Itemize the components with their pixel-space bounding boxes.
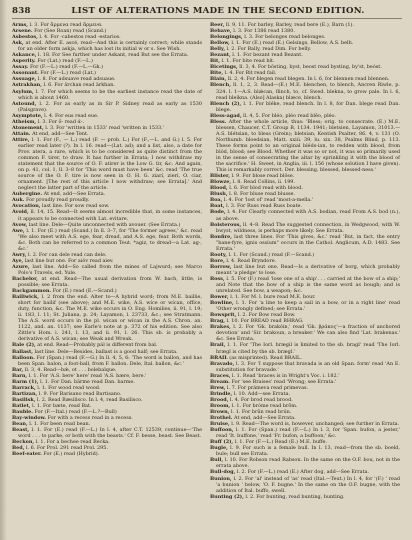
entry-headword: BRAIL bbox=[210, 354, 228, 361]
entry-headword: Blister, bbox=[210, 173, 230, 180]
entry-headword: Behave, bbox=[210, 28, 232, 35]
entry-text: For (Lat.) read (F.—L.) bbox=[37, 58, 93, 65]
entry-text: last line. Add—So called from the mines of Lajwurd; see Marco Polo's Travels, ed. Yule. bbox=[18, 263, 202, 276]
entry-headword: Bruise, bbox=[210, 421, 230, 428]
entry-text: l. 4. For brod read brood. bbox=[229, 396, 293, 403]
entry-text: ll. 3, 4. For bösting, byst, beost read bysting, by'st, beóst. bbox=[239, 64, 382, 71]
entry-text: ll. 4–8. Read The suggested connection, in Wedgwood, with W. bwyst, wildness, is perhaps more likely. See Errata. bbox=[216, 221, 400, 234]
entry-headword: Bonfire, bbox=[210, 233, 232, 240]
entry-headword: Attain. bbox=[12, 130, 31, 137]
entry-text: l. 6. For ärchan read ärkhan. bbox=[43, 82, 115, 89]
entry-headword: Basilisk, bbox=[12, 396, 36, 403]
entry-text: l. 1. Read 'braces is in Wright's Voc. i. 182.' bbox=[232, 372, 340, 379]
entry-text: ll. 4, 5. For bléo, pléo read blêo, pléo. bbox=[243, 112, 336, 119]
entry bbox=[210, 209, 400, 221]
entry-text: l. 2. For as early as in Sir P. Sidney read as early as 1530 (Palsgrave). bbox=[18, 100, 202, 113]
entry-text: l. 1. For bæte, read Bat. bbox=[32, 402, 92, 409]
entry-headword: Blench (2), bbox=[210, 100, 242, 107]
entry-headword: Assay. bbox=[12, 64, 29, 71]
entry-text: l. 5. For (F.) read 'lose one of a ship'. . . carried at the bow of a ship;' and Note that the bow of a ship is the same word as bough; and is unrelated. See bow, a weapon; &c. bbox=[216, 275, 400, 295]
entry-text: l. 1. For bezant read Bezant. bbox=[232, 52, 303, 59]
entry-headword: Broom, bbox=[210, 402, 231, 409]
entry-headword: Bean, bbox=[12, 421, 28, 428]
entry-headword: Barn, bbox=[12, 372, 28, 379]
entry-text: l. 1. For (E.) read (F.—L.) In l. 4, after C.T. 12539, continue—'The word . . . to parke, or both with the beasts.' Cf. F. besse, beast. See Beast. bbox=[18, 427, 202, 440]
entry-headword: Asbestos, bbox=[12, 34, 38, 41]
entry-text: l. 1. For 'The Iorl. hrægil is limited to the sb. bragl' read 'The Iorl. hrægl is cited by the sb. brægl.' bbox=[216, 342, 400, 355]
entry-text: l. 9. Read—The word is, however, unchanged; see further in Errata. bbox=[231, 421, 400, 428]
entry-text: l. 2. For Bally, read Dim. For belly. bbox=[226, 46, 312, 53]
entry bbox=[210, 234, 400, 252]
entry bbox=[12, 427, 202, 439]
entry-headword: Blush, bbox=[210, 191, 228, 198]
entry bbox=[210, 457, 400, 469]
entry bbox=[210, 276, 400, 294]
entry-text: ll. 14, 15. Read—It seems almost incredible that, in some instances, it appears to be connected with Lat. evitare. bbox=[18, 209, 202, 222]
entry-text: l. 7. For prámeva read primevas. bbox=[226, 384, 309, 391]
entry bbox=[12, 264, 202, 276]
entry-text: l. 1. For Dan. bärme read Dan. barme. bbox=[40, 378, 135, 385]
entry bbox=[210, 476, 400, 494]
entry-headword: Atheism, bbox=[12, 118, 37, 125]
entry-text: For (F.—Ital.) read (F.—L.?—Bull) bbox=[34, 409, 117, 415]
entry-text: at end. Read—The usual derivation from W. bach, little, is possible; see Errata. bbox=[18, 275, 202, 289]
entry-text: last line but one. Read—Is a derivative of borg, which probably meant 'a pledge' to lose. bbox=[216, 263, 401, 276]
entry-headword: Bravado, bbox=[210, 360, 235, 367]
entry bbox=[210, 222, 400, 234]
entry-text: l. 2. For (F.—L.) read (E.) After dog, add—See Errata. bbox=[236, 469, 369, 476]
left-column bbox=[12, 22, 202, 500]
entry-headword: Bunion, bbox=[210, 475, 232, 482]
entry-text: l. 3. For 'I suppose that bravada is an old Span. form' read 'An E. substitution for bravade.' bbox=[216, 360, 400, 373]
entry-text: l. 2. For can dele read can dele. bbox=[28, 251, 107, 258]
entry-headword: Bunting (2), bbox=[210, 493, 244, 500]
entry-headword: Atonement, bbox=[12, 124, 44, 131]
entry-headword: Ballast, bbox=[12, 348, 33, 355]
right-column bbox=[210, 22, 400, 500]
entry bbox=[12, 209, 202, 221]
entry-headword: Brew, bbox=[210, 384, 226, 391]
entry-headword: Assuage, bbox=[12, 76, 37, 83]
page-title: LIST OF ALTERATIONS MADE IN THE SECOND EDITION. bbox=[71, 6, 365, 16]
entry-headword: Brothel. bbox=[210, 415, 233, 422]
entry-text: l. 1. For wood read wood. bbox=[37, 384, 101, 391]
entry-headword: Azure, bbox=[12, 263, 30, 270]
entry-headword: Bower, bbox=[210, 294, 229, 301]
entry-text: l. 4. Read Bryndore. bbox=[226, 257, 277, 264]
entry-text: For (F.—L.) read (F.—L.—Gk.) bbox=[30, 64, 104, 71]
entry-headword: Brindle, bbox=[210, 390, 233, 397]
entry bbox=[12, 228, 202, 252]
entry-headword: Bay-window. bbox=[12, 415, 46, 422]
entry-text: l. 3. For ő- read ά-. bbox=[37, 118, 85, 125]
entry-headword: Brakes, bbox=[210, 324, 231, 331]
entry-text: For (See Roan) read (Scand.) bbox=[34, 28, 107, 35]
entry-text: l. 10. For BREAD read BHRAG. bbox=[226, 318, 304, 325]
entry-text: last line. Dele—Quite unconnected with avouer. (See Errata.) bbox=[28, 221, 181, 228]
entry bbox=[210, 101, 400, 113]
entry-text: l. 1. For a bechee read Becka. bbox=[35, 439, 110, 446]
entry bbox=[210, 494, 400, 500]
entry bbox=[210, 119, 400, 173]
entry-headword: Bite, bbox=[210, 70, 224, 77]
entry-text: l. 8. For adsuave read adsuaue. bbox=[37, 76, 116, 83]
entry-text: l. 6. For Prol. 291 read Prol. 295. bbox=[25, 445, 108, 452]
page-number: 838 bbox=[12, 6, 31, 16]
entry-text: l. 9. For such is a female bull. In l. 13, read—from the sb. boeld, bule; bull see Errata. bbox=[216, 445, 400, 458]
entry-headword: Beast, bbox=[12, 427, 30, 434]
entry-headword: Astound, bbox=[12, 100, 37, 107]
entry-headword: Boa, bbox=[210, 197, 223, 204]
entry bbox=[12, 101, 202, 113]
entry bbox=[12, 137, 202, 191]
entry-headword: Belongings, bbox=[210, 34, 243, 41]
entry-text: l. 1. For (E.) read (E.) Gelsings, Bellow, A.S. belh. bbox=[231, 40, 354, 47]
entry-text: l. 4. For 'lost of' read 'most-a-mella.' bbox=[223, 197, 314, 204]
entry-text: ll. 1, 2, 3. Read—(E.) M.E. blenchen, to blench, Ancren Riwle, p. 324. l. 1—A.S. blǽcan, flinch, to, cf. Swed. blekna, to grow pale. In l. 6, read bleikna. (Also] Alaska) blæce, blench. bbox=[216, 82, 400, 101]
entry bbox=[210, 342, 400, 354]
entry-headword: Bowline, bbox=[210, 300, 234, 307]
entry-text: l. 2. For Bow read Bow. bbox=[237, 312, 296, 319]
entry-headword: Bugle, bbox=[210, 445, 228, 452]
entry bbox=[210, 427, 400, 439]
entry-headword: Beer, bbox=[210, 22, 225, 28]
entry-text: ll. 2, 4. For blegen read blegen. In l. 6, for blennen read blennen. bbox=[227, 76, 390, 83]
entry bbox=[210, 300, 400, 312]
entry-headword: Bless-agad, bbox=[210, 112, 242, 119]
entry-text: last three lines. For 'This gives, &c.' read 'But, in fact, the entry "bane-fyre, ignis ossium" occurs in the Cathol. Anglicum, A.D. 1483. See Errata.' bbox=[216, 233, 400, 252]
entry-headword: Bream. bbox=[210, 378, 230, 385]
entry-text: l. 2. For bunting, read bunting, bunting. bbox=[245, 493, 345, 500]
entry-text: l. 3. For belonges read belonges. bbox=[244, 34, 326, 41]
entry-text: l. 4. For Bit read fail. bbox=[224, 70, 277, 77]
entry-headword: Bull-dog, bbox=[210, 469, 236, 476]
entry-text: For (Span.) read (F.—G.) In ll. 4, 5, 6: 'The word is ballon, and has been Span. balon, a foot-ball, from F. ballon. Dele, Ital. ballon, &c.' bbox=[18, 354, 202, 367]
entry-headword: Blench, bbox=[210, 82, 231, 89]
entry-text: l. 7. For which seems to be the earliest instance read the date of which is about 1460. bbox=[18, 88, 202, 101]
entry-headword: Attire, bbox=[12, 136, 30, 143]
entry-headword: Buff (2), bbox=[210, 439, 234, 446]
entry-text: l. 2. For 'Gk. brakóin,' read 'Gk. βράκος'—a fraction of anchored devotion' and 'Sir. brakoun, a breaker.' We can also find 'Lat. brakenas.' &c. See Errata. bbox=[216, 324, 400, 343]
entry-text: l. 6. For blod read with blood. bbox=[229, 185, 303, 192]
entry-headword: Askance, bbox=[12, 52, 37, 59]
entry-text: l. 4. For eus read eue. bbox=[44, 112, 99, 119]
entry-text: l. 3. For ἅρμενα read ἅρμενα. bbox=[29, 22, 103, 28]
entry-text: At end, add—See Errata. bbox=[43, 191, 106, 198]
entry-headword: Avocation, bbox=[12, 203, 41, 210]
entry-text: For (E.) read (E.—Scand.) bbox=[52, 288, 117, 295]
entry-text: l. 9. For blose read blöse. bbox=[231, 173, 295, 180]
entry-text: At end, add—See Tent. bbox=[32, 130, 89, 137]
entry-headword: Beckon, bbox=[12, 439, 35, 446]
entry-text: l. 1. For M. l. bure read M.E. bour. bbox=[230, 294, 316, 301]
entry-headword: Bachelor, bbox=[12, 275, 38, 282]
entry-headword: Boisterous, bbox=[210, 221, 242, 228]
entry-text: l. 3. For 1386 read 1380. bbox=[233, 28, 295, 35]
entry-text: l. 2. Read Bæsilisco. In l. 4, read Basilisco. bbox=[37, 396, 143, 403]
entry-headword: Auk. bbox=[12, 197, 25, 204]
entry-headword: Awry, bbox=[12, 251, 27, 258]
entry-headword: Batlet, bbox=[12, 402, 31, 409]
entry-headword: Blowze, bbox=[210, 179, 232, 186]
entry-headword: Beef-eater. bbox=[12, 451, 42, 458]
entry-headword: Avoid, bbox=[12, 209, 29, 216]
entry-text: l. 10. Add—see Errata. bbox=[233, 390, 290, 397]
entry-headword: Bartizan, bbox=[12, 390, 38, 397]
entry-headword: Brail, bbox=[210, 342, 226, 349]
entry-text: For 'see Braises' read 'Wrong; see Errata.' bbox=[231, 378, 337, 385]
entry-text: At end, add—See Errata. bbox=[234, 415, 296, 422]
entry-headword: Balloon. bbox=[12, 354, 35, 361]
entry-headword: Bed, bbox=[12, 445, 25, 452]
entry-text: l. 4. For Clearly connected with A.S. bodian, read From A.S. bod (n.), as above. bbox=[216, 209, 400, 222]
entry-headword: Blood, bbox=[210, 185, 228, 192]
entry-headword: Ask, bbox=[12, 40, 24, 47]
entry-text: at end. After E. ascé, read—And this is certainly correct; while stands for an older form askja, which has lost its initial w or s. See Wish. bbox=[18, 40, 202, 53]
entry bbox=[210, 324, 400, 342]
entry-headword: Bull, bbox=[210, 457, 224, 464]
entry-headword: Arms, bbox=[12, 22, 29, 28]
entry bbox=[12, 276, 202, 288]
entry-headword: Arsene. bbox=[12, 28, 33, 35]
entry-text: l. 1. For 'a line to keep a sail in a bow, or in a right line' read 'Other wrongly defined; see Errata.' bbox=[216, 300, 400, 313]
entry-text: l. 3. For Russ read Russ boate. bbox=[226, 203, 303, 210]
entry-text: last line. For sow read sow. bbox=[42, 203, 110, 210]
entry-text: l. 1. For 'A.S. bere' here' read 'A.S. bære, bere.' bbox=[28, 372, 147, 379]
entry-text: (as misprinted). Read BRAIL. bbox=[229, 354, 302, 361]
entry-text: l. 1. For (E.) read (Scand.) In ll. 3–7, for 'The former agrees,' &c. read 'We also meet with A.S. ege, fear, dread, and A.S. ege, fear. Both words, &c. Both can be referred to a common Teut. *agiz, to dread—a Lat. ag-, &c.' bbox=[18, 227, 202, 252]
entry-headword: Bale (2), bbox=[12, 342, 36, 349]
entry-headword: Boat, bbox=[210, 203, 225, 210]
entry-headword: Booty, bbox=[210, 251, 227, 258]
entry-headword: Avow, bbox=[12, 221, 28, 228]
entry-text: l. 18. For See further under Askant, read But see the Errata. bbox=[38, 52, 189, 59]
entry-text: at end. Read—Probably pál is different from bal. bbox=[37, 342, 158, 349]
entry-text: l. 1. For been read bean. bbox=[29, 421, 91, 428]
entry-headword: Backgammon. bbox=[12, 288, 52, 295]
entry-headword: Belly, bbox=[210, 46, 226, 53]
entry-text: l. 9. For Barisano read Bartisano. bbox=[38, 390, 122, 397]
entry-headword: Bowsprit, bbox=[210, 312, 237, 319]
entry-text: l. 2. For 'al' instead of 'as' read (Ital.—Teut.) In l. 4, for '(F.) ' read 'a bunion ' below, 'O. F. bugne.' In the same on the O.F. bugne, with the addition of Ital. buffo, swell. bbox=[216, 475, 400, 494]
entry bbox=[210, 445, 400, 457]
running-header bbox=[12, 6, 402, 19]
entry bbox=[12, 89, 202, 101]
entry-text: For with a recess read in a recess. bbox=[47, 415, 133, 422]
entry-headword: Bauble. bbox=[12, 409, 33, 415]
entry-text: For proudly read proudly. bbox=[26, 197, 90, 204]
entry-headword: Blain, bbox=[210, 76, 227, 83]
entry bbox=[210, 361, 400, 373]
entry-text: After the whole article, thus: 'Bless; orig. to consecrate. (E.) M.E. blessen, Chaucer, C.T. Group B, 1134. 1941; bletsien, Layamon, 31013.—A.S. blétsian, to bless (Grein); bletsian, Kentish Psalter, 86. 4, v. 131 (O. Northumb. bloedsian, Matt. xxiii. 39, lu. xix. 38, Psalms Blind, p. 113. These forms point to an original bléds-ian, to redden with blood, from blód, blood; see Blood. Whether it was so or not, it was so primarily used in the sense of consecrating the altar by sprinkling it with the blood of the sacrifice.' H. Sweet, in Anglia, iii. l. 156 (whose solution I have given). This is remarkably correct. Der. blessing, blessed, blessed-ness.' bbox=[216, 118, 400, 174]
entry-headword: Asymptote, bbox=[12, 112, 43, 119]
entry-headword: Bellow, bbox=[210, 40, 230, 47]
entry-headword: Aubergine. bbox=[12, 191, 43, 198]
entry-text: l. 1. For (F., — L.) read (F. — prob. L.) For (F.,—L. and G.) l. 5. For earlier read later (?). In l. 16. read—(Lat. ad); and a list, also, a date for Prov. atera, a rare, which is to be considered as quite distinct from the common F. tirer, to draw. It has further in Errata; I now withdraw my statement that the source of O. F. atirer is the Low G. tir, &c. And again, on p. 41, col. 1, ll. 3–8 for 'This word must have been' &c. read 'The true source of the O. F. tire is now seen in O. H. G. ziarí, zierí, O. ciar, ornament. [The rest of this article I now withdraw; see Errata].' And neglect the latter part of the article. bbox=[18, 136, 202, 192]
entry-headword: Borrow, bbox=[210, 263, 232, 270]
entry-headword: Bezant, bbox=[210, 52, 231, 59]
entry bbox=[12, 355, 202, 367]
entry-text: l. 1. For brūn read brún. bbox=[231, 409, 292, 415]
entry-text: l. 2 from the end. Alter to—A hybrid word; from M.E. baillie, short for bailif (see above); and M.E. wike, A.S. wíce or wícan, office, duty, function, &c. The M.E. wike occurs in O. Eng. Homilies, ii. 91, l. 19; ii. 183, l. 11; St. Juliana, p. 24; Layamon, l. 23733, &c.; see Stratmann. The A.S. word occurs in the pl. wican or wícan in the A.S. Chron. an. 1122, and. an. 1137; see Earle's note at p. 372 of his edition. See also Zittle's Hom. i. 241, l. 13, and ii. 91, l. 26. This sb. is probably a derivative of A.S. wican; see Weak and Wreak. bbox=[18, 294, 202, 343]
entry-text: l. 1. For (Span.) read (F.—L.) In l. 3, for 'Span. bufon, a jester,' read 'It. buffone,' read 'Fr. bufon, a buffoon,' &c. bbox=[216, 427, 400, 440]
entry-headword: Bode, bbox=[210, 209, 226, 216]
entry-headword: Buffoon, bbox=[210, 427, 234, 434]
entry-text: l. 8. For bluse read blusse. bbox=[229, 191, 295, 198]
entry-headword: Bless. bbox=[210, 118, 227, 125]
entry-headword: Brown, bbox=[210, 409, 230, 415]
entry-text: For (F.—L.) read (Lat.) bbox=[40, 70, 96, 77]
entry-text: ll. 9, 11. For barley, Barley, read bere (E.), Barn (1). bbox=[225, 22, 354, 28]
entry-text: l. 10. For Robson read Rabson. In the same on the O.F. bou, not in the errata above. bbox=[216, 457, 400, 470]
entry-headword: Barm (1), bbox=[12, 378, 39, 385]
entry-text: For (E.) read (Hybrid). bbox=[43, 451, 100, 458]
entry-text: l. 3. For 'written in 1533' read 'written in 1533.' bbox=[45, 124, 165, 131]
entry-headword: Boss, bbox=[210, 275, 225, 282]
entry-text: l. 1. For bite read bit. bbox=[221, 58, 275, 65]
entry-headword: Bit, bbox=[210, 58, 220, 65]
entry-text: l. 1. For (F.—L.) Read (E.) M.E. buffe. bbox=[234, 439, 327, 446]
two-column-body bbox=[12, 22, 402, 500]
entry-headword: Barrack, bbox=[12, 384, 36, 391]
entry bbox=[12, 451, 202, 457]
entry-headword: Asylum, bbox=[12, 88, 34, 95]
entry-text: l. 1. For bléke, read blench. In l. 8, for Dan. blege read Dan. blege. bbox=[216, 100, 400, 113]
entry bbox=[210, 82, 400, 100]
entry-text: ll. 3, 4. Read—bǽ, ot . . . bolebalque. bbox=[24, 366, 117, 373]
entry-text: l. 4. For -cabestos read -estarios. bbox=[39, 34, 121, 41]
entry-text: l. 1. For (Scand.) read (F.—Scand.) bbox=[228, 251, 315, 258]
entry-text: last line but one. For aiöv read aiev. bbox=[24, 257, 114, 264]
entry-headword: Bicetings, bbox=[210, 64, 238, 71]
entry-headword: Aye, bbox=[12, 257, 24, 264]
entry-headword: Awe, bbox=[12, 227, 25, 234]
entry bbox=[12, 40, 202, 52]
entry bbox=[12, 294, 202, 342]
entry bbox=[210, 264, 400, 276]
page-gutter-shadow bbox=[0, 0, 7, 540]
entry-headword: Brag, bbox=[210, 318, 226, 325]
entry-text: last line. Dele—Besides, ballast is a good half; see Errata. bbox=[34, 348, 178, 355]
entry-headword: Bore, bbox=[210, 257, 225, 264]
entry-headword: Braces, bbox=[210, 372, 231, 379]
entry-headword: Astrakhan, bbox=[12, 82, 42, 89]
entry-headword: Assonant. bbox=[12, 70, 39, 77]
entry-headword: Bar, bbox=[12, 366, 24, 373]
entry-headword: Brood, bbox=[210, 396, 229, 403]
entry-headword: Bailiwick, bbox=[12, 294, 40, 301]
entry-headword: Asperity. bbox=[12, 58, 36, 65]
entry-text: l. 1. For bróme read brōm. bbox=[231, 402, 298, 409]
entry-text: l. 8. Read Collins, ii. 199. bbox=[232, 179, 295, 186]
